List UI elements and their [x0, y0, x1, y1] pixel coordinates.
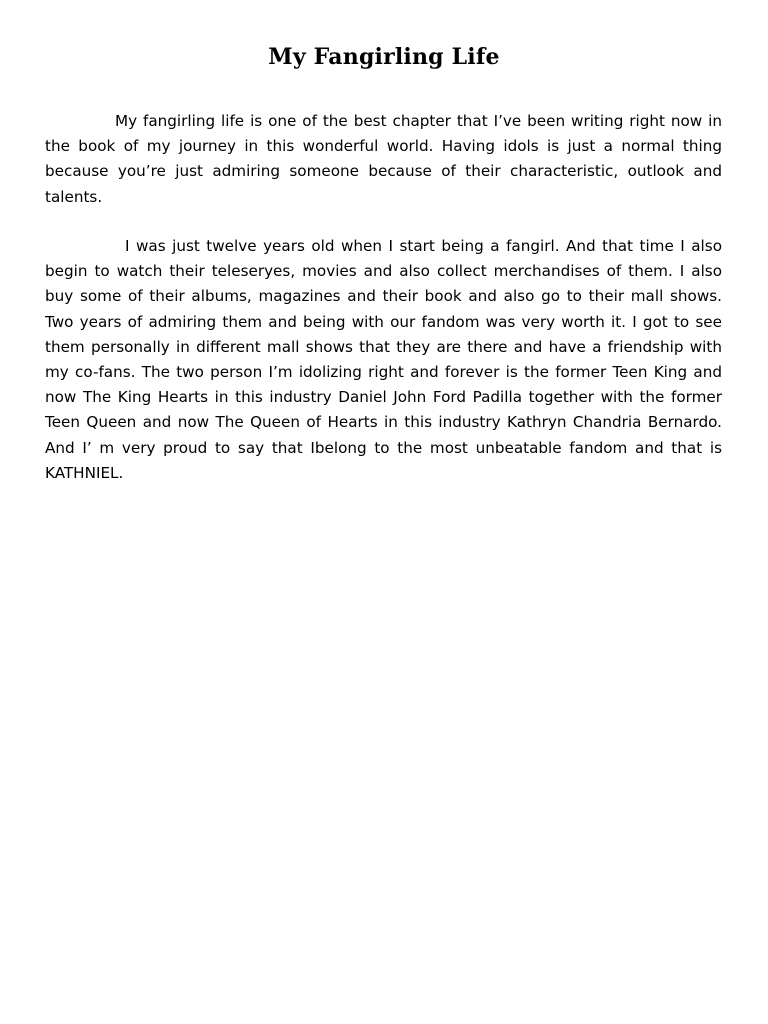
paragraph-1: My fangirling life is one of the best chapter that I’ve been writing right now in the book of my journey in this wonderful world. Having idols is just a normal thing because you’re just admiring someone because of their characteristic, outlook and talents.: [45, 112, 722, 206]
document-title: My Fangirling Life: [268, 44, 500, 70]
paragraph-2: I was just twelve years old when I start being a fangirl. And that time I also begin to watch their teleseryes, movies and also collect merchandises of them. I also buy some of their albums, magazines and their book and also go to their mall shows. Two years of admiring them and being with our fandom was very worth it. I got to see them personally in different mall shows that they are there and have a friendship with my co-fans. The two person I’m idolizing right and forever is the former Teen King and now The King Hearts in this industry Daniel John Ford Padilla together with the former Teen Queen and now The Queen of Hearts in this industry Kathryn Chandria Bernardo. And I’ m very proud to say that Ibelong to the most unbeatable fandom and that is KATHNIEL.: [45, 237, 722, 482]
